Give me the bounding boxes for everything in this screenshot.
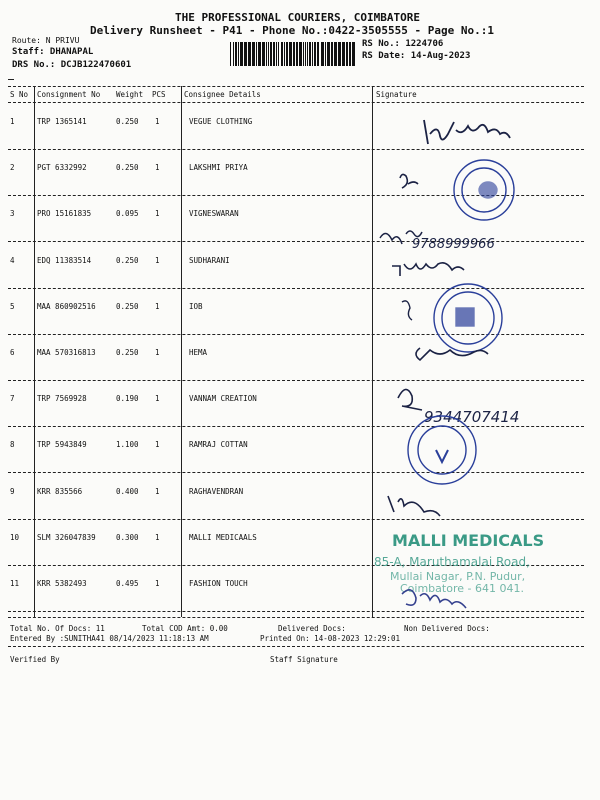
- signature-row-5: [402, 301, 412, 320]
- row-5-wt: 0.250: [116, 301, 139, 311]
- barcode-bar: [312, 42, 313, 66]
- row-4-name: SUDHARANI: [189, 255, 230, 265]
- row-10-cn: SLM 326047839: [37, 532, 96, 542]
- row-7-pcs: 1: [155, 394, 160, 404]
- row-10-wt: 0.300: [116, 532, 139, 542]
- row-6-cn: MAA 570316813: [37, 348, 96, 357]
- row-11-cn: KRR 5382493: [37, 579, 87, 588]
- bank-stamp: [454, 160, 514, 220]
- svg-text:MALLI MEDICALS: MALLI MEDICALS: [392, 531, 545, 550]
- row-5-name: IOB: [189, 301, 203, 311]
- svg-text:85-A, Maruthamalai Road,: 85-A, Maruthamalai Road,: [374, 555, 530, 569]
- barcode-bar: [299, 42, 302, 66]
- row-8-sno: 8: [10, 440, 15, 450]
- staff-label: Staff: DHANAPAL: [12, 47, 94, 57]
- barcode-bar: [325, 42, 326, 66]
- barcode-bar: [235, 42, 237, 66]
- row-11-pcs: 1: [155, 579, 160, 588]
- col-header-signature: Signature: [376, 90, 417, 99]
- column-rule: [181, 86, 182, 617]
- verified-by: Verified By: [10, 655, 60, 664]
- row-5-pcs: 1: [155, 301, 160, 311]
- barcode-bar: [284, 42, 285, 66]
- drs-number: DRS No.: DCJB122470601: [12, 60, 132, 70]
- row-1-pcs: 1: [155, 117, 160, 126]
- row-8-cn: TRP 5943849: [37, 440, 87, 450]
- entered-by: Entered By :SUNITHA41 08/14/2023 11:18:13 AM: [10, 634, 209, 643]
- signature-row-9: [388, 496, 440, 516]
- signature-row-2: [400, 174, 418, 188]
- barcode: [230, 42, 358, 66]
- barcode-bar: [334, 42, 337, 66]
- barcode-bar: [307, 42, 308, 66]
- row-9-cn: KRR 835566: [37, 486, 83, 496]
- barcode-bar: [342, 42, 345, 66]
- barcode-bar: [314, 42, 316, 66]
- barcode-bar: [296, 42, 298, 66]
- row-11-sno: 11: [10, 579, 20, 588]
- row-7-sno: 7: [10, 394, 15, 404]
- row-1-cn: TRP 1365141: [37, 117, 87, 126]
- signature-row-4: [392, 263, 464, 276]
- footer-rule: [8, 646, 584, 647]
- row-9-pcs: 1: [155, 486, 160, 496]
- row-2-cn: PGT 6332992: [37, 163, 87, 173]
- row-2-sno: 2: [10, 163, 15, 173]
- printed-on: Printed On: 14-08-2023 12:29:01: [260, 634, 400, 643]
- barcode-bar: [349, 42, 351, 66]
- row-2-wt: 0.250: [116, 163, 139, 173]
- row-7-wt: 0.190: [116, 394, 139, 404]
- barcode-bar: [278, 42, 279, 66]
- divider: [8, 79, 14, 80]
- rs-number: RS No.: 1224706: [362, 39, 444, 49]
- row-8-wt: 1.100: [116, 440, 139, 450]
- table-header-rule: [8, 102, 584, 103]
- malli-medicals-stamp: [374, 531, 544, 595]
- row-9-wt: 0.400: [116, 486, 139, 496]
- row-8-pcs: 1: [155, 440, 160, 450]
- barcode-bar: [309, 42, 311, 66]
- barcode-bar: [252, 42, 255, 66]
- column-rule: [34, 86, 35, 617]
- barcode-bar: [305, 42, 306, 66]
- row-1-wt: 0.250: [116, 117, 139, 126]
- col-header-sno: S No: [10, 90, 29, 99]
- row-6-sno: 6: [10, 348, 15, 357]
- row-10-sno: 10: [10, 532, 20, 542]
- barcode-bar: [240, 42, 243, 66]
- row-8-name: RAMRAJ COTTAN: [189, 440, 248, 450]
- svg-text:Mullai Nagar, P.N. Pudur,: Mullai Nagar, P.N. Pudur,: [390, 570, 526, 583]
- row-5-cn: MAA 860902516: [37, 301, 96, 311]
- barcode-bar: [262, 42, 265, 66]
- svg-text:Coimbatore - 641 041.: Coimbatore - 641 041.: [400, 582, 524, 595]
- row-1-name: VEGUE CLOTHING: [189, 117, 253, 126]
- row-7-name: VANNAM CREATION: [189, 394, 257, 404]
- row-5-sno: 5: [10, 301, 15, 311]
- row-2-pcs: 1: [155, 163, 160, 173]
- signature-row-1: [424, 120, 510, 144]
- row-6-wt: 0.250: [116, 348, 139, 357]
- barcode-bar: [321, 42, 324, 66]
- total-cod: Total COD Amt: 0.00: [142, 624, 228, 633]
- row-3-wt: 0.095: [116, 209, 139, 219]
- barcode-bar: [331, 42, 333, 66]
- col-header-weight: Weight: [116, 90, 144, 99]
- barcode-bar: [258, 42, 261, 66]
- row-9-name: RAGHAVENDRAN: [189, 486, 244, 496]
- row-11-wt: 0.495: [116, 579, 139, 588]
- company-name: THE PROFESSIONAL COURIERS, COIMBATORE: [175, 11, 421, 24]
- row-3-cn: PRO 15161835: [37, 209, 92, 219]
- barcode-bar: [276, 42, 277, 66]
- row-4-sno: 4: [10, 255, 15, 265]
- barcode-bar: [268, 42, 269, 66]
- row-9-sno: 9: [10, 486, 15, 496]
- barcode-bar: [338, 42, 341, 66]
- ramraj-stamp: [408, 416, 476, 484]
- table-top-rule: [8, 86, 584, 87]
- row-3-sno: 3: [10, 209, 15, 219]
- row-2-name: LAKSHMI PRIYA: [189, 163, 248, 173]
- row-6-pcs: 1: [155, 348, 160, 357]
- barcode-bar: [303, 42, 304, 66]
- row-4-cn: EDQ 11383514: [37, 255, 92, 265]
- runsheet-subtitle: Delivery Runsheet - P41 - Phone No.:0422-3505555 - Page No.:1: [90, 24, 494, 37]
- route-label: Route: N PRIVU: [12, 36, 80, 45]
- row-4-wt: 0.250: [116, 255, 139, 265]
- barcode-bar: [233, 42, 234, 66]
- barcode-bar: [317, 42, 319, 66]
- iob-stamp: [434, 284, 502, 352]
- row-11-name: FASHION TOUCH: [189, 579, 248, 588]
- signature-row-7: [398, 389, 422, 410]
- barcode-bar: [289, 42, 292, 66]
- row-10-pcs: 1: [155, 532, 160, 542]
- row-3-name: VIGNESWARAN: [189, 209, 239, 219]
- barcode-bar: [281, 42, 283, 66]
- barcode-bar: [327, 42, 330, 66]
- row-3-pcs: 1: [155, 209, 160, 219]
- barcode-bar: [346, 42, 348, 66]
- row-6-name: HEMA: [189, 348, 208, 357]
- row3-phone: 9788999966: [412, 237, 495, 252]
- signature-area: [372, 104, 584, 614]
- barcode-bar: [244, 42, 247, 66]
- col-header-consignment: Consignment No: [37, 90, 101, 99]
- barcode-bar: [248, 42, 251, 66]
- row7-phone: 9344707414: [424, 408, 520, 426]
- barcode-bar: [238, 42, 239, 66]
- col-header-consignee: Consignee Details: [184, 90, 261, 99]
- footer-rule: [8, 617, 584, 618]
- row-7-cn: TRP 7569928: [37, 394, 87, 404]
- barcode-bar: [293, 42, 295, 66]
- barcode-bar: [273, 42, 275, 66]
- barcode-bar: [352, 42, 355, 66]
- signature-row-6: [416, 348, 488, 360]
- row-4-pcs: 1: [155, 255, 160, 265]
- col-header-pcs: PCS: [152, 90, 166, 99]
- non-delivered-docs: Non Delivered Docs:: [404, 624, 490, 633]
- barcode-bar: [286, 42, 288, 66]
- staff-signature: Staff Signature: [270, 655, 338, 664]
- barcode-bar: [230, 42, 231, 66]
- barcode-bar: [266, 42, 267, 66]
- rs-date: RS Date: 14-Aug-2023: [362, 51, 471, 61]
- delivered-docs: Delivered Docs:: [278, 624, 346, 633]
- total-docs: Total No. Of Docs: 11: [10, 624, 105, 633]
- barcode-bar: [256, 42, 257, 66]
- barcode-bar: [270, 42, 272, 66]
- row-10-name: MALLI MEDICAALS: [189, 532, 257, 542]
- row-1-sno: 1: [10, 117, 15, 126]
